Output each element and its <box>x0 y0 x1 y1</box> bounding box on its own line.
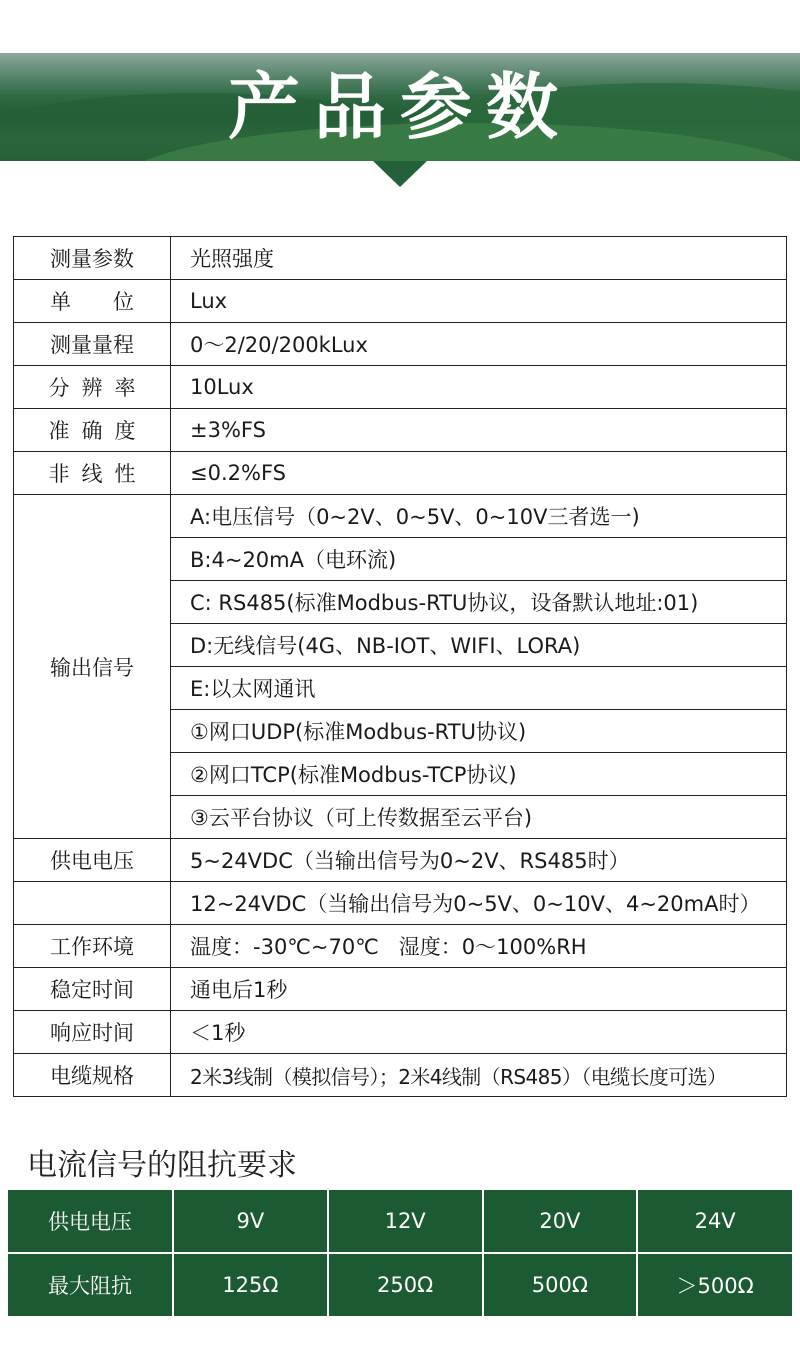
table-row <box>14 882 787 925</box>
param-label: 测量参数 <box>14 237 171 280</box>
param-label: 测量量程 <box>14 323 171 366</box>
table-row <box>14 452 787 495</box>
impedance-table <box>8 1190 792 1316</box>
voltage-label: 供电电压 <box>8 1190 173 1253</box>
table-row <box>14 925 787 968</box>
param-label: 工作环境 <box>14 925 171 968</box>
table-row <box>14 839 787 882</box>
param-value: ③云平台协议（可上传数据至云平台) <box>171 796 787 839</box>
param-value: ±3%FS <box>171 409 787 452</box>
banner-title: 产品参数 <box>227 65 572 149</box>
table-row <box>8 1190 792 1253</box>
param-value: 通电后1秒 <box>171 968 787 1011</box>
param-value: ①网口UDP(标准Modbus-RTU协议) <box>171 710 787 753</box>
table-row <box>8 1253 792 1316</box>
accuracy-label: 准确度 <box>48 419 148 443</box>
impedance-cell: 125Ω <box>173 1253 328 1316</box>
param-value: E:以太网通讯 <box>171 667 787 710</box>
voltage-cell: 9V <box>173 1190 328 1253</box>
voltage-cell: 20V <box>483 1190 638 1253</box>
table-row <box>14 323 787 366</box>
banner-pointer-icon <box>373 161 427 187</box>
impedance-cell: ＞500Ω <box>676 1274 754 1298</box>
param-value: 5~24VDC（当输出信号为0~2V、RS485时） <box>171 839 787 882</box>
impedance-cell: 250Ω <box>328 1253 483 1316</box>
param-value: D:无线信号(4G、NB-IOT、WIFI、LORA) <box>171 624 787 667</box>
param-value: 10Lux <box>171 366 787 409</box>
param-label-empty <box>14 882 171 925</box>
impedance-label: 最大阻抗 <box>8 1253 173 1316</box>
resolution-label: 分辨率 <box>48 376 148 400</box>
banner <box>0 53 800 161</box>
param-value: 光照强度 <box>171 237 787 280</box>
param-value: ＜1秒 <box>171 1011 787 1054</box>
table-row <box>14 495 787 538</box>
nonlinearity-label: 非线性 <box>48 462 148 486</box>
param-value: Lux <box>171 280 787 323</box>
param-value: 2米3线制（模拟信号）；2米4线制（RS485）（电缆长度可选） <box>171 1054 787 1097</box>
param-value: B:4~20mA（电环流) <box>171 538 787 581</box>
table-row <box>14 366 787 409</box>
param-label <box>14 280 176 323</box>
param-value: ≤0.2%FS <box>171 452 787 495</box>
table-row <box>14 237 787 280</box>
param-value: C: RS485(标准Modbus-RTU协议，设备默认地址:01) <box>171 581 787 624</box>
param-label: 输出信号 <box>14 495 171 839</box>
param-value: 0～2/20/200kLux <box>171 323 787 366</box>
param-label: 供电电压 <box>14 839 171 882</box>
param-label: 电缆规格 <box>14 1054 171 1097</box>
param-value: 12~24VDC（当输出信号为0~5V、0~10V、4~20mA时） <box>171 882 787 925</box>
param-label <box>14 409 171 452</box>
voltage-cell: 24V <box>637 1190 792 1253</box>
voltage-cell: 12V <box>328 1190 483 1253</box>
table-row <box>14 1054 787 1097</box>
impedance-section-title: 电流信号的阻抗要求 <box>27 1148 297 1183</box>
param-value: A:电压信号（0~2V、0~5V、0~10V三者选一) <box>171 495 787 538</box>
table-row <box>14 968 787 1011</box>
param-label: 响应时间 <box>14 1011 171 1054</box>
param-label <box>14 452 171 495</box>
param-label <box>14 366 171 409</box>
unit-label: 单位 <box>50 290 176 314</box>
impedance-cell: 500Ω <box>483 1253 638 1316</box>
param-label: 稳定时间 <box>14 968 171 1011</box>
table-row <box>14 409 787 452</box>
parameter-table <box>13 236 787 1097</box>
param-value: 温度：-30℃~70℃ 湿度：0～100%RH <box>171 925 787 968</box>
table-row <box>14 1011 787 1054</box>
table-row <box>14 280 787 323</box>
param-value: ②网口TCP(标准Modbus-TCP协议) <box>171 753 787 796</box>
